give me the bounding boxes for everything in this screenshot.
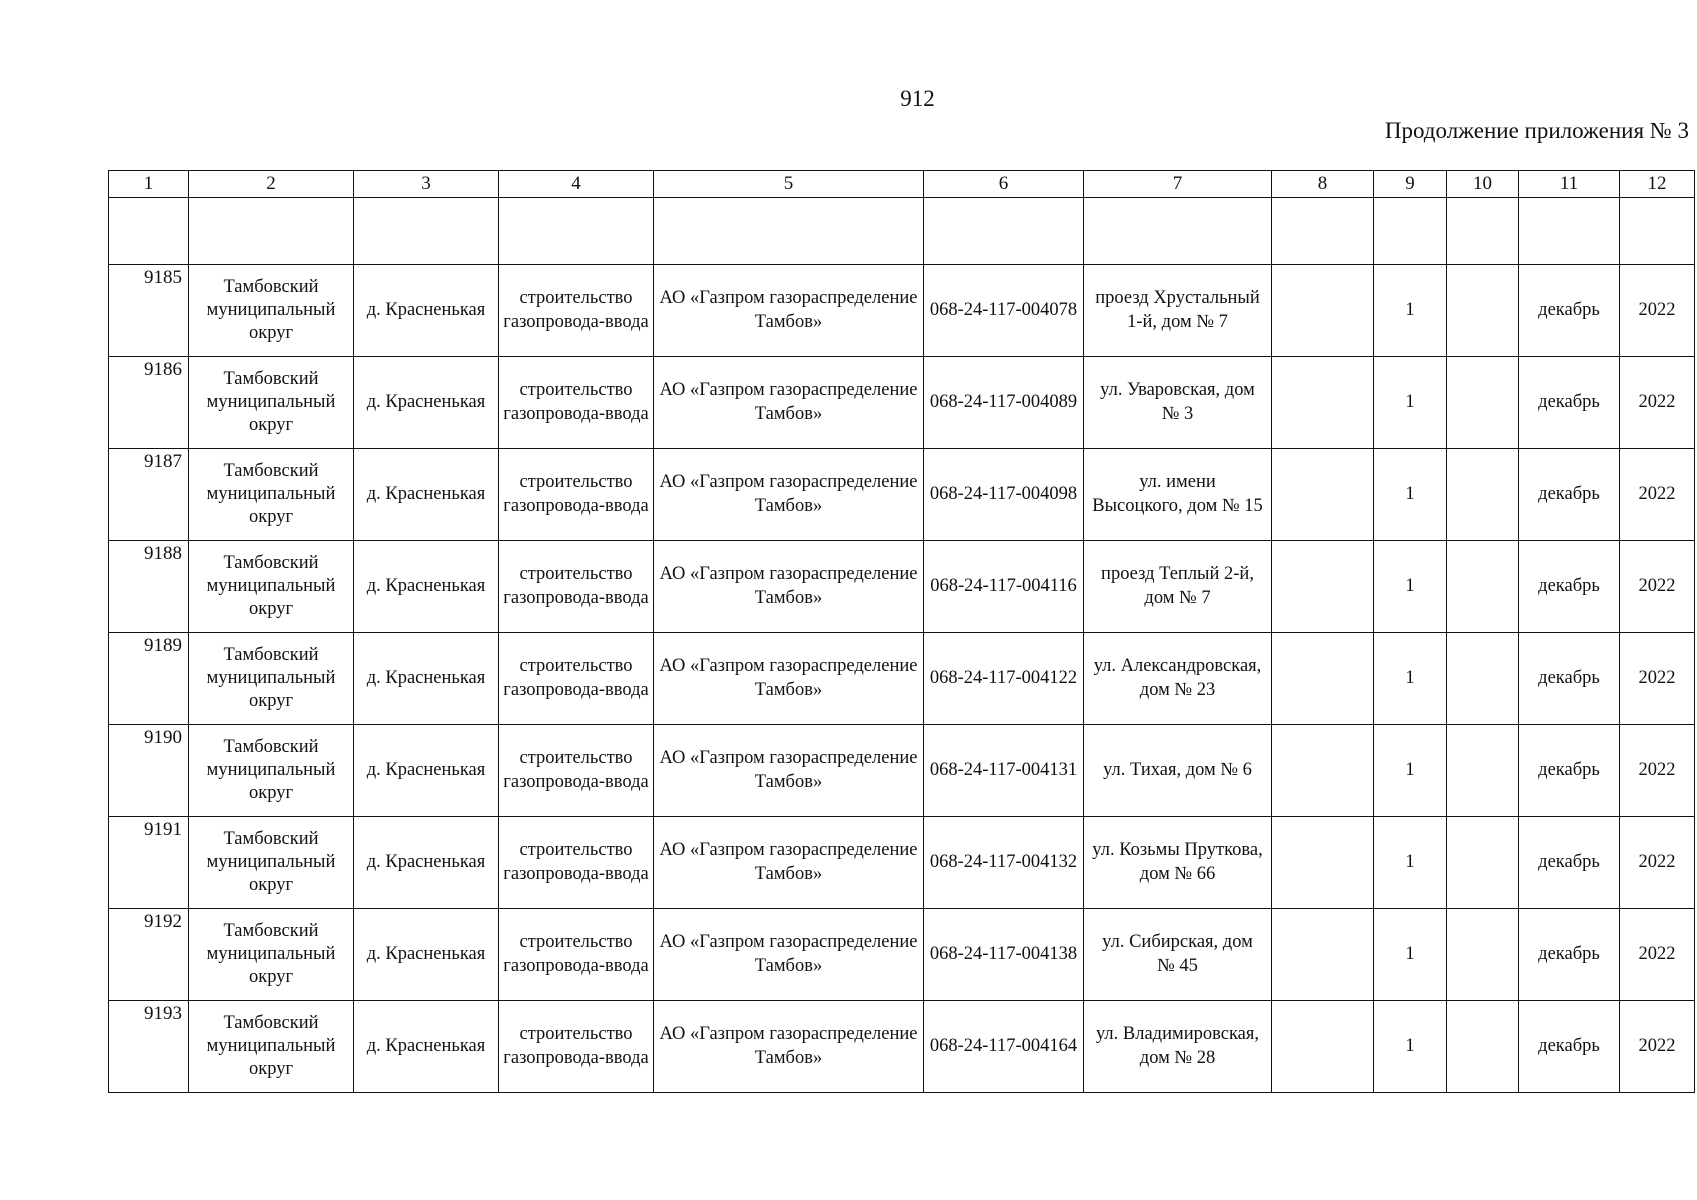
header-cell: 3 [354,171,499,198]
district-cell: Тамбовский муниципальный округ [189,357,354,449]
organization-cell: АО «Газпром газораспределение Тамбов» [654,725,924,817]
settlement-cell: д. Красненькая [354,265,499,357]
organization-cell: АО «Газпром газораспределение Тамбов» [654,541,924,633]
register-table [108,170,1695,1093]
table-row [109,909,1695,1001]
count-cell: 1 [1374,1001,1447,1093]
column-10-cell [1447,725,1519,817]
cadastral-cell: 068-24-117-004132 [924,817,1084,909]
month-cell: декабрь [1519,357,1620,449]
month-cell: декабрь [1519,909,1620,1001]
address-cell: проезд Хрустальный 1-й, дом № 7 [1084,265,1272,357]
cadastral-cell: 068-24-117-004122 [924,633,1084,725]
settlement-cell: д. Красненькая [354,541,499,633]
header-cell: 4 [499,171,654,198]
column-10-cell [1447,633,1519,725]
settlement-cell: д. Красненькая [354,357,499,449]
row-number: 9186 [109,357,189,449]
header-cell: 1 [109,171,189,198]
count-cell: 1 [1374,817,1447,909]
header-row [109,171,1695,198]
address-cell: ул. Уваровская, дом № 3 [1084,357,1272,449]
district-cell: Тамбовский муниципальный округ [189,633,354,725]
settlement-cell: д. Красненькая [354,725,499,817]
table-row [109,357,1695,449]
district-cell: Тамбовский муниципальный округ [189,817,354,909]
column-10-cell [1447,1001,1519,1093]
month-cell: декабрь [1519,725,1620,817]
blank-cell [354,198,499,265]
row-number: 9193 [109,1001,189,1093]
column-10-cell [1447,357,1519,449]
blank-cell [189,198,354,265]
row-number: 9190 [109,725,189,817]
year-cell: 2022 [1620,1001,1695,1093]
address-cell: ул. имени Высоцкого, дом № 15 [1084,449,1272,541]
header-cell: 12 [1620,171,1695,198]
work-type-cell: строительство газопровода-ввода [499,1001,654,1093]
row-number: 9189 [109,633,189,725]
column-8-cell [1272,1001,1374,1093]
month-cell: декабрь [1519,817,1620,909]
page-number: 912 [900,86,935,111]
settlement-cell: д. Красненькая [354,449,499,541]
count-cell: 1 [1374,357,1447,449]
district-cell: Тамбовский муниципальный округ [189,725,354,817]
address-cell: ул. Сибирская, дом № 45 [1084,909,1272,1001]
row-number: 9191 [109,817,189,909]
address-cell: проезд Теплый 2-й, дом № 7 [1084,541,1272,633]
column-10-cell [1447,541,1519,633]
column-8-cell [1272,633,1374,725]
table-row [109,725,1695,817]
year-cell: 2022 [1620,265,1695,357]
header-cell: 9 [1374,171,1447,198]
table-row [109,449,1695,541]
year-cell: 2022 [1620,541,1695,633]
month-cell: декабрь [1519,541,1620,633]
month-cell: декабрь [1519,265,1620,357]
year-cell: 2022 [1620,725,1695,817]
cadastral-cell: 068-24-117-004078 [924,265,1084,357]
column-8-cell [1272,541,1374,633]
year-cell: 2022 [1620,817,1695,909]
district-cell: Тамбовский муниципальный округ [189,541,354,633]
header-cell: 5 [654,171,924,198]
table-row [109,817,1695,909]
table-row [109,633,1695,725]
month-cell: декабрь [1519,449,1620,541]
count-cell: 1 [1374,265,1447,357]
column-8-cell [1272,265,1374,357]
column-8-cell [1272,449,1374,541]
cadastral-cell: 068-24-117-004089 [924,357,1084,449]
row-number: 9185 [109,265,189,357]
cadastral-cell: 068-24-117-004138 [924,909,1084,1001]
organization-cell: АО «Газпром газораспределение Тамбов» [654,909,924,1001]
blank-cell [654,198,924,265]
column-8-cell [1272,725,1374,817]
blank-cell [1272,198,1374,265]
blank-cell [1519,198,1620,265]
settlement-cell: д. Красненькая [354,909,499,1001]
year-cell: 2022 [1620,357,1695,449]
cadastral-cell: 068-24-117-004098 [924,449,1084,541]
header-cell: 6 [924,171,1084,198]
blank-cell [1084,198,1272,265]
header-cell: 2 [189,171,354,198]
cadastral-cell: 068-24-117-004164 [924,1001,1084,1093]
row-number: 9188 [109,541,189,633]
table-row [109,541,1695,633]
blank-cell [1620,198,1695,265]
count-cell: 1 [1374,725,1447,817]
month-cell: декабрь [1519,1001,1620,1093]
header-cell: 8 [1272,171,1374,198]
work-type-cell: строительство газопровода-ввода [499,817,654,909]
district-cell: Тамбовский муниципальный округ [189,449,354,541]
work-type-cell: строительство газопровода-ввода [499,265,654,357]
settlement-cell: д. Красненькая [354,817,499,909]
work-type-cell: строительство газопровода-ввода [499,633,654,725]
blank-cell [499,198,654,265]
table-row [109,1001,1695,1093]
cadastral-cell: 068-24-117-004131 [924,725,1084,817]
blank-row [109,198,1695,265]
work-type-cell: строительство газопровода-ввода [499,909,654,1001]
year-cell: 2022 [1620,909,1695,1001]
column-8-cell [1272,909,1374,1001]
work-type-cell: строительство газопровода-ввода [499,357,654,449]
column-8-cell [1272,817,1374,909]
organization-cell: АО «Газпром газораспределение Тамбов» [654,449,924,541]
month-cell: декабрь [1519,633,1620,725]
year-cell: 2022 [1620,633,1695,725]
organization-cell: АО «Газпром газораспределение Тамбов» [654,1001,924,1093]
settlement-cell: д. Красненькая [354,633,499,725]
work-type-cell: строительство газопровода-ввода [499,449,654,541]
blank-cell [1374,198,1447,265]
row-number: 9192 [109,909,189,1001]
header-cell: 7 [1084,171,1272,198]
address-cell: ул. Александровская, дом № 23 [1084,633,1272,725]
year-cell: 2022 [1620,449,1695,541]
column-10-cell [1447,265,1519,357]
organization-cell: АО «Газпром газораспределение Тамбов» [654,633,924,725]
row-number: 9187 [109,449,189,541]
count-cell: 1 [1374,449,1447,541]
cadastral-cell: 068-24-117-004116 [924,541,1084,633]
blank-cell [1447,198,1519,265]
column-8-cell [1272,357,1374,449]
work-type-cell: строительство газопровода-ввода [499,725,654,817]
column-10-cell [1447,909,1519,1001]
organization-cell: АО «Газпром газораспределение Тамбов» [654,357,924,449]
address-cell: ул. Тихая, дом № 6 [1084,725,1272,817]
column-10-cell [1447,449,1519,541]
address-cell: ул. Владимировская, дом № 28 [1084,1001,1272,1093]
blank-cell [924,198,1084,265]
count-cell: 1 [1374,541,1447,633]
header-cell: 10 [1447,171,1519,198]
settlement-cell: д. Красненькая [354,1001,499,1093]
header-cell: 11 [1519,171,1620,198]
count-cell: 1 [1374,909,1447,1001]
table-row [109,265,1695,357]
address-cell: ул. Козьмы Пруткова, дом № 66 [1084,817,1272,909]
district-cell: Тамбовский муниципальный округ [189,1001,354,1093]
appendix-note: Продолжение приложения № 3 [1384,118,1689,143]
district-cell: Тамбовский муниципальный округ [189,265,354,357]
blank-cell [109,198,189,265]
district-cell: Тамбовский муниципальный округ [189,909,354,1001]
column-10-cell [1447,817,1519,909]
organization-cell: АО «Газпром газораспределение Тамбов» [654,817,924,909]
organization-cell: АО «Газпром газораспределение Тамбов» [654,265,924,357]
work-type-cell: строительство газопровода-ввода [499,541,654,633]
count-cell: 1 [1374,633,1447,725]
